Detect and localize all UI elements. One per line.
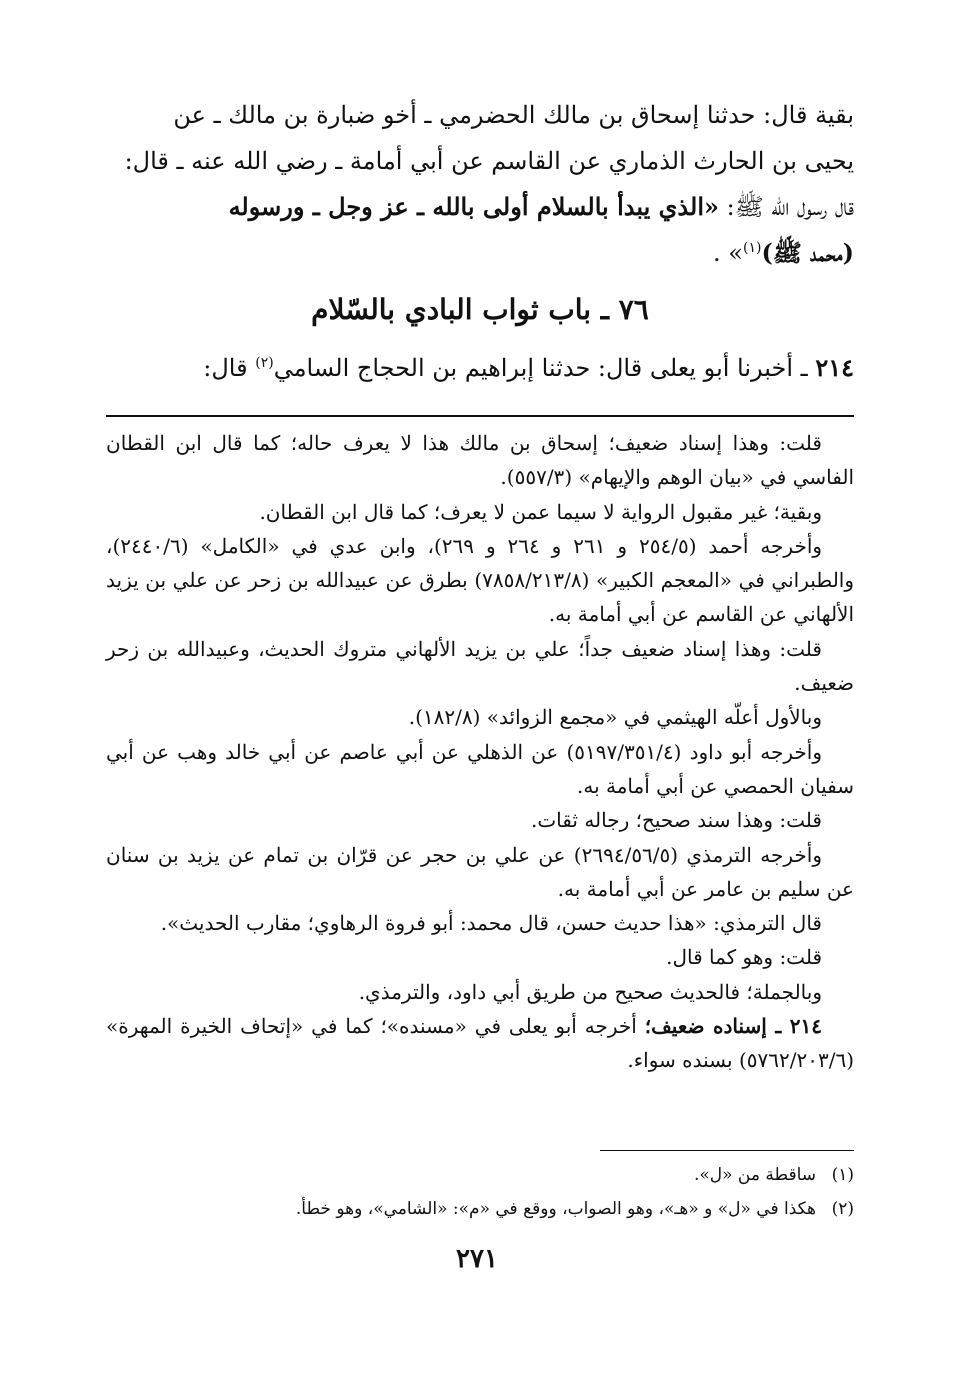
footnote-1-number: (١) [831,1165,854,1185]
footnote-2 [106,1192,854,1226]
hadith-number: ٢١٤ [815,353,854,382]
hadith-text: ـ أخبرنا أبو يعلى قال: حدثنا إبراهيم بن الحجاج السامي [273,354,816,382]
footnote-marker-1: (١) [743,240,762,256]
note-paragraph-11: وبالجملة؛ فالحديث صحيح من طريق أبي داود، والترمذي. [358,979,822,1004]
hadith-line [106,346,854,390]
note-paragraph-3: وأخرجه أحمد (٢٥٤/٥ و ٢٦١ و ٢٦٤ و ٢٦٩)، وابن عدي في «الكامل» (٢٤٤٠/٦)، والطبراني في «المعجم الكبير» (٧٨٥٨/٢١٣/٨) بطرق عن عبيدالله بن زحر عن علي بن يزيد الألهاني عن القاسم عن أبي أمامة به. [106,533,854,627]
footnotes [106,1158,854,1226]
note-paragraph-4: قلت: وهذا إسناد ضعيف جداً؛ علي بن يزيد الألهاني متروك الحديث، وعبيدالله بن زحر ضعيف. [106,636,854,696]
isnad-verdict-text: أخرجه أبو يعلى في «مسنده»؛ كما في «إتحاف الخيرة المهرة» (٥٧٦٢/٢٠٣/٦) بسنده سواء. [106,1014,854,1073]
main-text [106,92,854,276]
note-paragraph-10: قلت: وهو كما قال. [666,945,822,970]
footnote-divider [600,1150,854,1151]
main-line-2: يحيى بن الحارث الذماري عن القاسم عن أبي أمامة ـ رضي الله عنه ـ قال: [124,147,854,175]
hadith-text-end: قال: [203,354,256,382]
note-paragraph-7: قلت: وهذا سند صحيح؛ رجاله ثقات. [531,808,822,833]
note-paragraph-1: قلت: وهذا إسناد ضعيف؛ إسحاق بن مالك هذا لا يعرف حاله؛ كما قال ابن القطان الفاسي في «بيان الوهم والإيهام» (٥٥٧/٣). [106,431,854,490]
main-line-3 [106,184,854,230]
page-number: ٢٧١ [456,1244,498,1274]
note-paragraph-6: وأخرجه أبو داود (٥١٩٧/٣٥١/٤) عن الذهلي عن أبي عاصم عن أبي خالد وهب عن أبي سفيان الحمصي عن أبي أمامة به. [106,739,854,798]
note-paragraph-2: وبقية؛ غير مقبول الرواية لا سيما عمن لا يعرف؛ كما قال ابن القطان. [259,499,822,524]
section-divider [106,415,854,417]
isnad-verdict: ٢١٤ ـ إسناده ضعيف؛ [644,1014,822,1039]
footnote-1-text: ساقطة من «ل». [693,1165,816,1185]
footnote-2-number: (٢) [831,1199,854,1219]
note-paragraph-5: وبالأول أعلّه الهيثمي في «مجمع الزوائد» (١٨٢/٨). [408,705,822,730]
chapter-heading: ٧٦ ـ باب ثواب البادي بالسّلام [311,293,649,326]
footnote-1 [106,1158,854,1192]
main-line-3-plain: قال رسول الله ﷺ: [719,193,854,221]
note-paragraph-9: قال الترمذي: «هذا حديث حسن، قال محمد: أبو فروة الرهاوي؛ مقارب الحديث». [160,911,822,936]
hadith-quote-end: (محمد ﷺ) [761,238,854,267]
main-line-4-end: » . [713,239,743,267]
main-line-1: بقية قال: حدثنا إسحاق بن مالك الحضرمي ـ أخو ضبارة بن مالك ـ عن [173,101,854,129]
note-paragraph-8: وأخرجه الترمذي (٢٦٩٤/٥٦/٥) عن علي بن حجر عن قرّان بن تمام عن يزيد بن سنان عن سليم بن عامر عن أبي أمامة به. [106,842,854,901]
main-line-4 [106,230,854,276]
hadith-quote: «الذي يبدأ بالسلام أولى بالله ـ عز وجل ـ ورسوله [228,192,719,221]
note-paragraph-12 [106,1009,854,1078]
footnote-2-text: هكذا في «ل» و «هـ»، وهو الصواب، ووقع في «م»: «الشامي»، وهو خطأ. [295,1199,816,1219]
footnote-marker-2: (٢) [255,355,274,371]
commentary [106,426,854,1078]
